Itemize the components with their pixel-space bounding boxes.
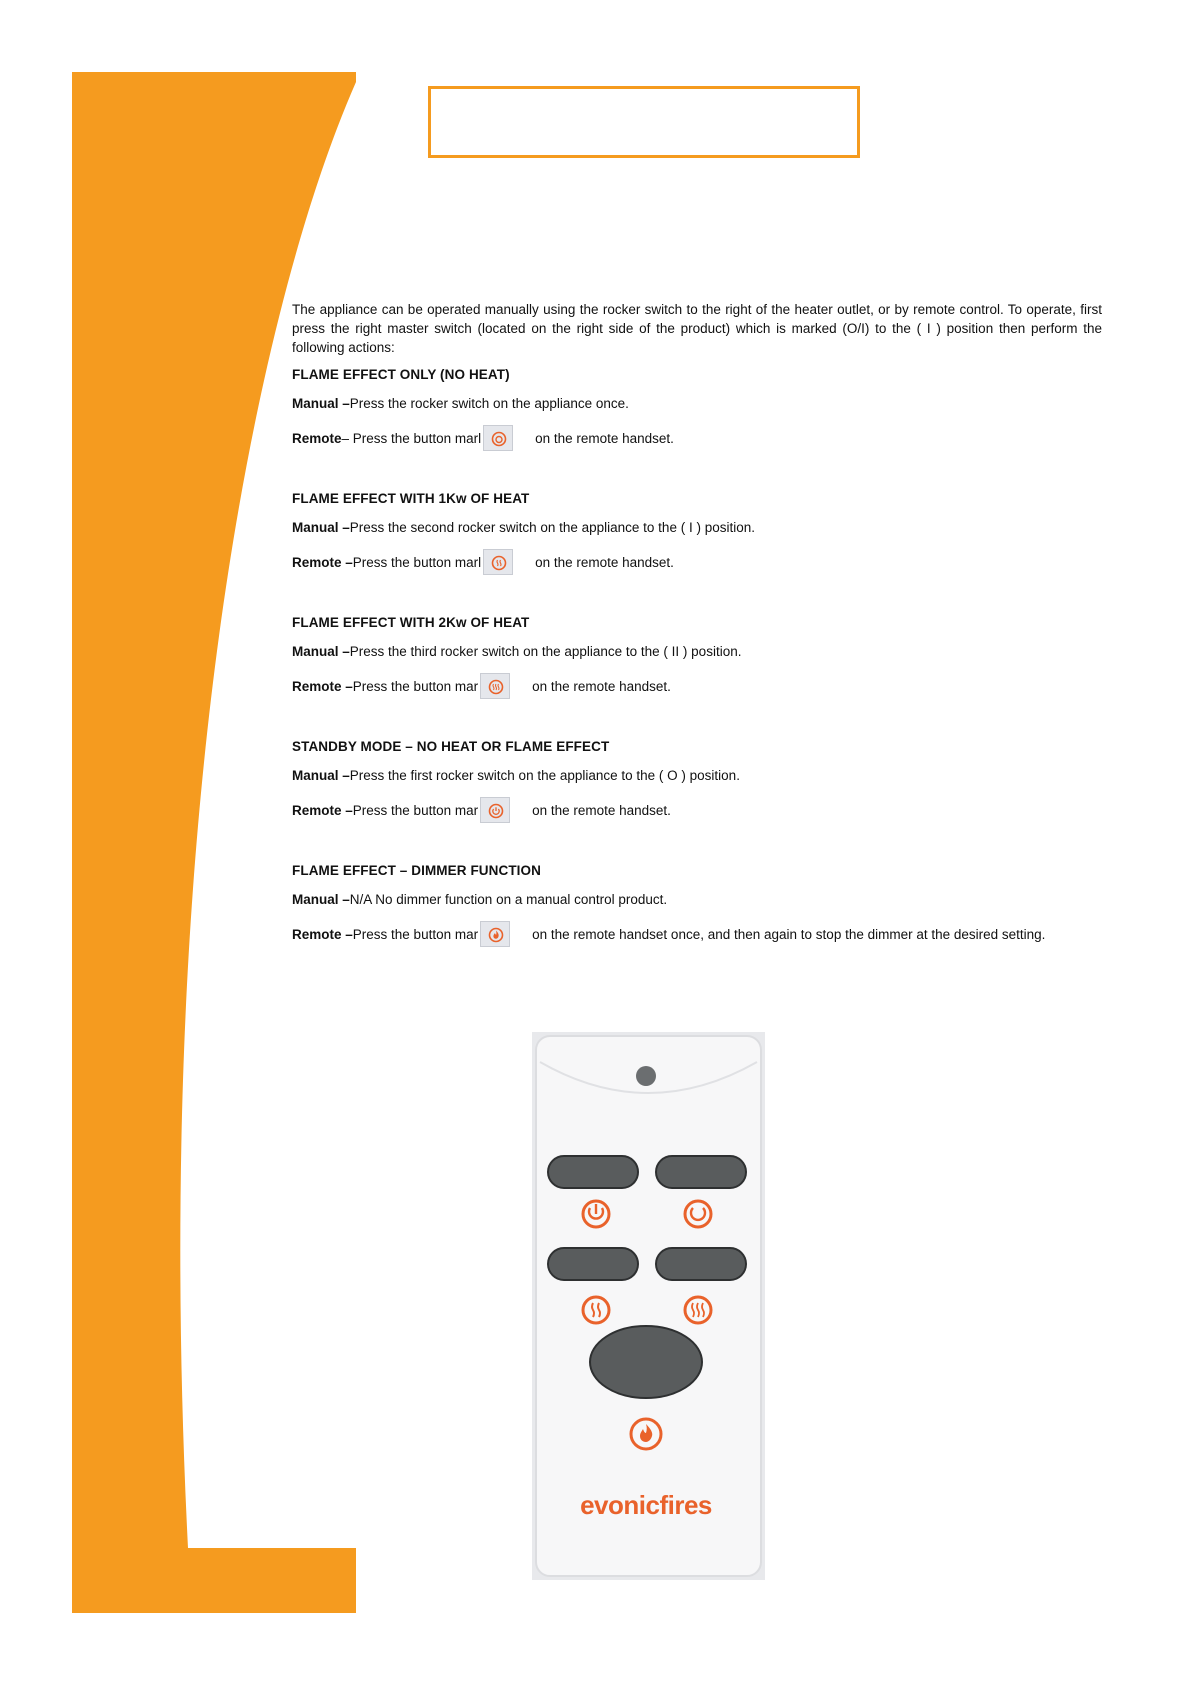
section-dimmer (292, 861, 1102, 947)
remote-suffix: on the remote handset once, and then again to stop the dimmer at the desired setting. (532, 926, 1046, 942)
manual-text: N/A No dimmer function on a manual control product. (349, 892, 668, 907)
manual-line (292, 766, 1102, 785)
remote-line (292, 425, 1102, 451)
section-heading: FLAME EFFECT WITH 2Kw OF HEAT (292, 615, 530, 630)
remote-suffix: on the remote handset. (532, 802, 671, 818)
manual-line (292, 394, 1102, 413)
remote-button-heat-high[interactable] (656, 1248, 746, 1280)
manual-label: Manual – (292, 892, 350, 907)
remote-line (292, 797, 1102, 823)
standby-icon (480, 797, 510, 823)
remote-text: Press the button mar (352, 678, 479, 694)
remote-line (292, 673, 1102, 699)
section-heading: STANDBY MODE – NO HEAT OR FLAME EFFECT (292, 739, 610, 754)
section-flame-only (292, 365, 1102, 451)
section-flame-1kw (292, 489, 1102, 575)
remote-ir-sensor (636, 1066, 656, 1086)
remote-brand-label: evonicfires (580, 1490, 712, 1520)
remote-line (292, 921, 1102, 947)
remote-text: Press the button mar (352, 926, 479, 942)
remote-control-image (532, 1032, 765, 1580)
manual-text: Press the third rocker switch on the appliance to the ( II ) position. (349, 644, 742, 659)
remote-suffix: on the remote handset. (532, 678, 671, 694)
remote-suffix: on the remote handset. (535, 554, 674, 570)
manual-line (292, 890, 1102, 909)
manual-label: Manual – (292, 520, 350, 535)
remote-text: Press the button marl (352, 554, 482, 570)
manual-line (292, 642, 1102, 661)
remote-label: Remote – (292, 678, 353, 694)
remote-text: Press the button mar (352, 802, 479, 818)
manual-text: Press the rocker switch on the appliance once. (349, 396, 629, 411)
manual-label: Manual – (292, 396, 350, 411)
remote-text: – Press the button marl (341, 430, 482, 446)
instructions-content (292, 300, 1102, 959)
remote-button-standby[interactable] (656, 1156, 746, 1188)
remote-line (292, 549, 1102, 575)
manual-text: Press the first rocker switch on the appliance to the ( O ) position. (349, 768, 740, 783)
section-standby (292, 737, 1102, 823)
section-heading: FLAME EFFECT ONLY (NO HEAT) (292, 367, 510, 382)
flame-power-icon (483, 425, 513, 451)
section-flame-2kw (292, 613, 1102, 699)
remote-button-power[interactable] (548, 1156, 638, 1188)
flame-icon (480, 921, 510, 947)
manual-text: Press the second rocker switch on the appliance to the ( I ) position. (349, 520, 755, 535)
heat-low-icon (483, 549, 513, 575)
remote-label: Remote – (292, 554, 353, 570)
intro-paragraph: The appliance can be operated manually using the rocker switch to the right of the heater outlet, or by remote control. To operate, first press the right master switch (located on the right side of the product) which is marked (O/I) to the ( I ) position then perform the following actions: (292, 302, 1102, 355)
remote-label: Remote – (292, 926, 353, 942)
remote-suffix: on the remote handset. (535, 430, 674, 446)
section-heading: FLAME EFFECT – DIMMER FUNCTION (292, 863, 541, 878)
section-heading: FLAME EFFECT WITH 1Kw OF HEAT (292, 491, 530, 506)
remote-label: Remote (292, 430, 342, 446)
manual-label: Manual – (292, 644, 350, 659)
manual-label: Manual – (292, 768, 350, 783)
remote-button-heat-low[interactable] (548, 1248, 638, 1280)
remote-label: Remote – (292, 802, 353, 818)
manual-line (292, 518, 1102, 537)
heat-high-icon (480, 673, 510, 699)
title-box (428, 86, 860, 158)
remote-button-flame[interactable] (590, 1326, 702, 1398)
